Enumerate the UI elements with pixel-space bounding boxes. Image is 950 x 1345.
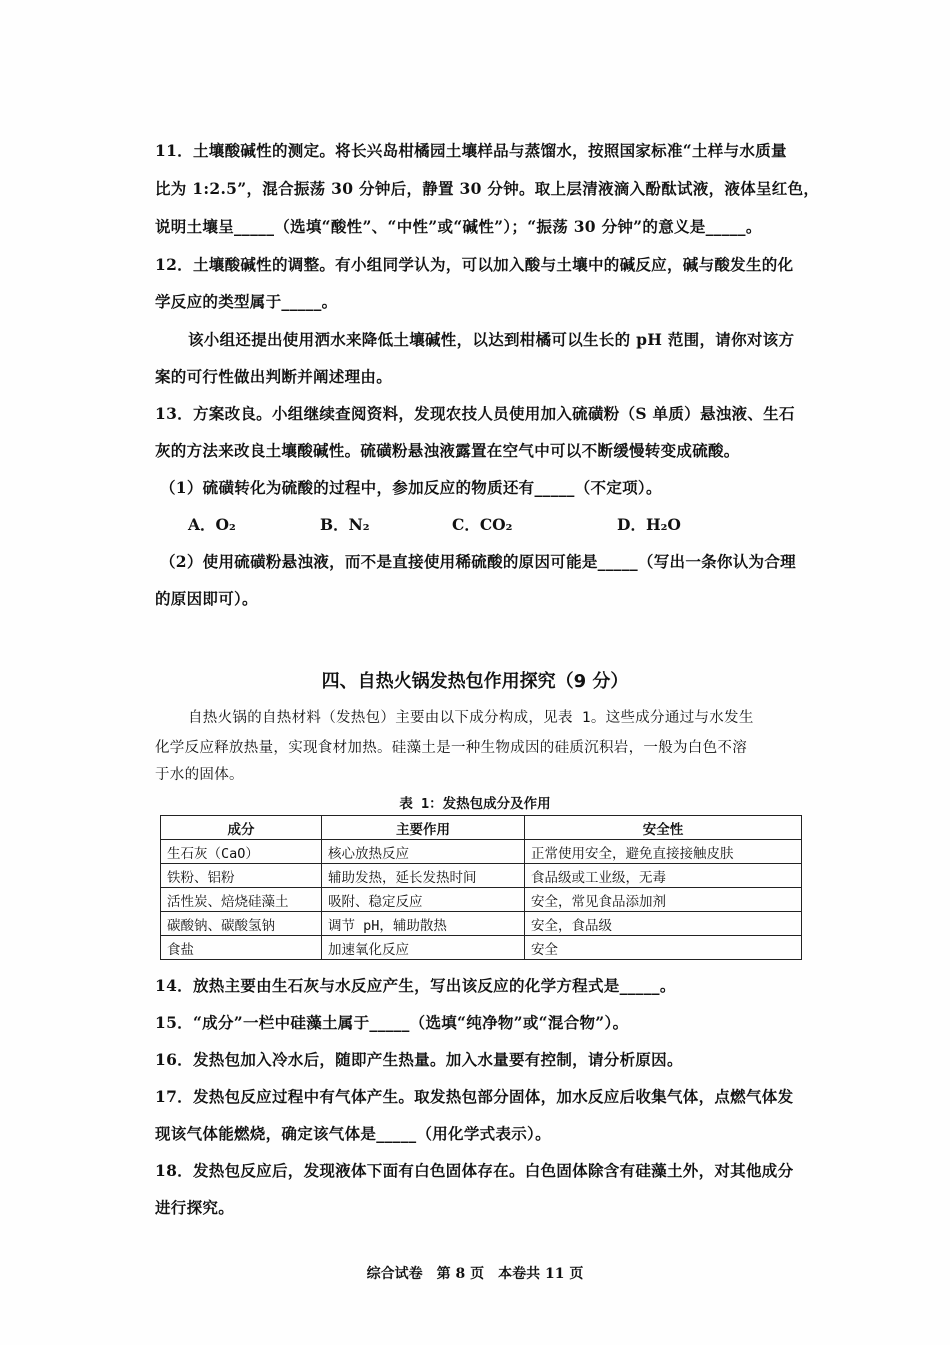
intro-line2: 化学反应释放热量，实现食材加热。硅藻土是一种生物成因的硅质沉积岩，一般为白色不溶 [155,740,747,756]
ingredients-table [160,815,802,960]
table-row [161,864,802,888]
page-footer: 综合试卷 第 8 页 本卷共 11 页 [366,1266,584,1282]
table-cell: 吸附、稳定反应 [322,888,525,912]
table-row [161,840,802,864]
table-cell: 安全，常见食品添加剂 [525,888,802,912]
table-cell: 安全 [525,936,802,960]
intro-line1: 自热火锅的自热材料（发热包）主要由以下成分构成，见表 1。这些成分通过与水发生 [188,710,754,726]
table-cell: 核心放热反应 [322,840,525,864]
q13-sub1: （1）硫磺转化为硫酸的过程中，参加反应的物质还有_____（不定项）。 [160,478,662,497]
q12-line4: 案的可行性做出判断并阐述理由。 [155,367,393,386]
table-cell: 正常使用安全，避免直接接触皮肤 [525,840,802,864]
q12-line1: 12．土壤酸碱性的调整。有小组同学认为，可以加入酸与土壤中的碱反应，碱与酸发生的化 [155,255,794,274]
q13-line1: 13．方案改良。小组继续查阅资料，发现农技人员使用加入硫磺粉（S 单质）悬浊液、生石 [155,404,795,423]
q17-line2: 现该气体能燃烧，确定该气体是_____（用化学式表示）。 [155,1124,551,1143]
table-cell: 辅助发热，延长发热时间 [322,864,525,888]
table-cell: 生石灰（CaO） [161,840,322,864]
q13-option-a: A．O₂ [188,515,236,534]
table-cell: 食盐 [161,936,322,960]
q13-option-b: B．N₂ [320,515,370,534]
section-title: 四、自热火锅发热包作用探究（9 分） [321,671,629,692]
table-row [161,936,802,960]
q11-line2: 比为 1:2.5”，混合振荡 30 分钟后，静置 30 分钟。取上层清液滴入酚酞试液，液体呈红色， [155,179,820,198]
q16: 16．发热包加入冷水后，随即产生热量。加入水量要有控制，请分析原因。 [155,1050,683,1069]
q14: 14．放热主要由生石灰与水反应产生，写出该反应的化学方程式是_____。 [155,976,676,995]
q15: 15．“成分”一栏中硅藻土属于_____（选填“纯净物”或“混合物”）。 [155,1013,629,1032]
table-row [161,888,802,912]
table-cell: 加速氧化反应 [322,936,525,960]
q11-line3: 说明土壤呈_____（选填“酸性”、“中性”或“碱性”）；“振荡 30 分钟”的意义是_____。 [155,217,762,236]
q13-sub2-line2: 的原因即可）。 [155,589,258,608]
q12-line2: 学反应的类型属于_____。 [155,292,338,311]
table-cell: 活性炭、焙烧硅藻土 [161,888,322,912]
q18-line2: 进行探究。 [155,1198,235,1217]
table-cell: 食品级或工业级，无毒 [525,864,802,888]
header-function: 主要作用 [322,816,525,840]
header-component: 成分 [161,816,322,840]
q13-option-c: C．CO₂ [452,515,513,534]
intro-line3: 于水的固体。 [155,767,244,783]
q12-line3: 该小组还提出使用洒水来降低土壤碱性，以达到柑橘可以生长的 pH 范围，请你对该方 [188,330,795,349]
table-cell: 安全，食品级 [525,912,802,936]
header-safety: 安全性 [525,816,802,840]
q13-sub2-line1: （2）使用硫磺粉悬浊液，而不是直接使用稀硫酸的原因可能是_____（写出一条你认为合理 [160,552,796,571]
q18-line1: 18．发热包反应后，发现液体下面有白色固体存在。白色固体除含有硅藻土外，对其他成分 [155,1161,794,1180]
table-cell: 铁粉、铝粉 [161,864,322,888]
q13-line2: 灰的方法来改良土壤酸碱性。硫磺粉悬浊液露置在空气中可以不断缓慢转变成硫酸。 [155,441,740,460]
table-header-row [161,816,802,840]
table-cell: 碳酸钠、碳酸氢钠 [161,912,322,936]
q17-line1: 17．发热包反应过程中有气体产生。取发热包部分固体，加水反应后收集气体，点燃气体发 [155,1087,794,1106]
q13-option-d: D．H₂O [617,515,681,534]
table-cell: 调节 pH，辅助散热 [322,912,525,936]
table-row [161,912,802,936]
table-caption: 表 1：发热包成分及作用 [399,796,551,812]
q11-line1: 11．土壤酸碱性的测定。将长兴岛柑橘园土壤样品与蒸馏水，按照国家标准“土样与水质量 [155,141,787,160]
